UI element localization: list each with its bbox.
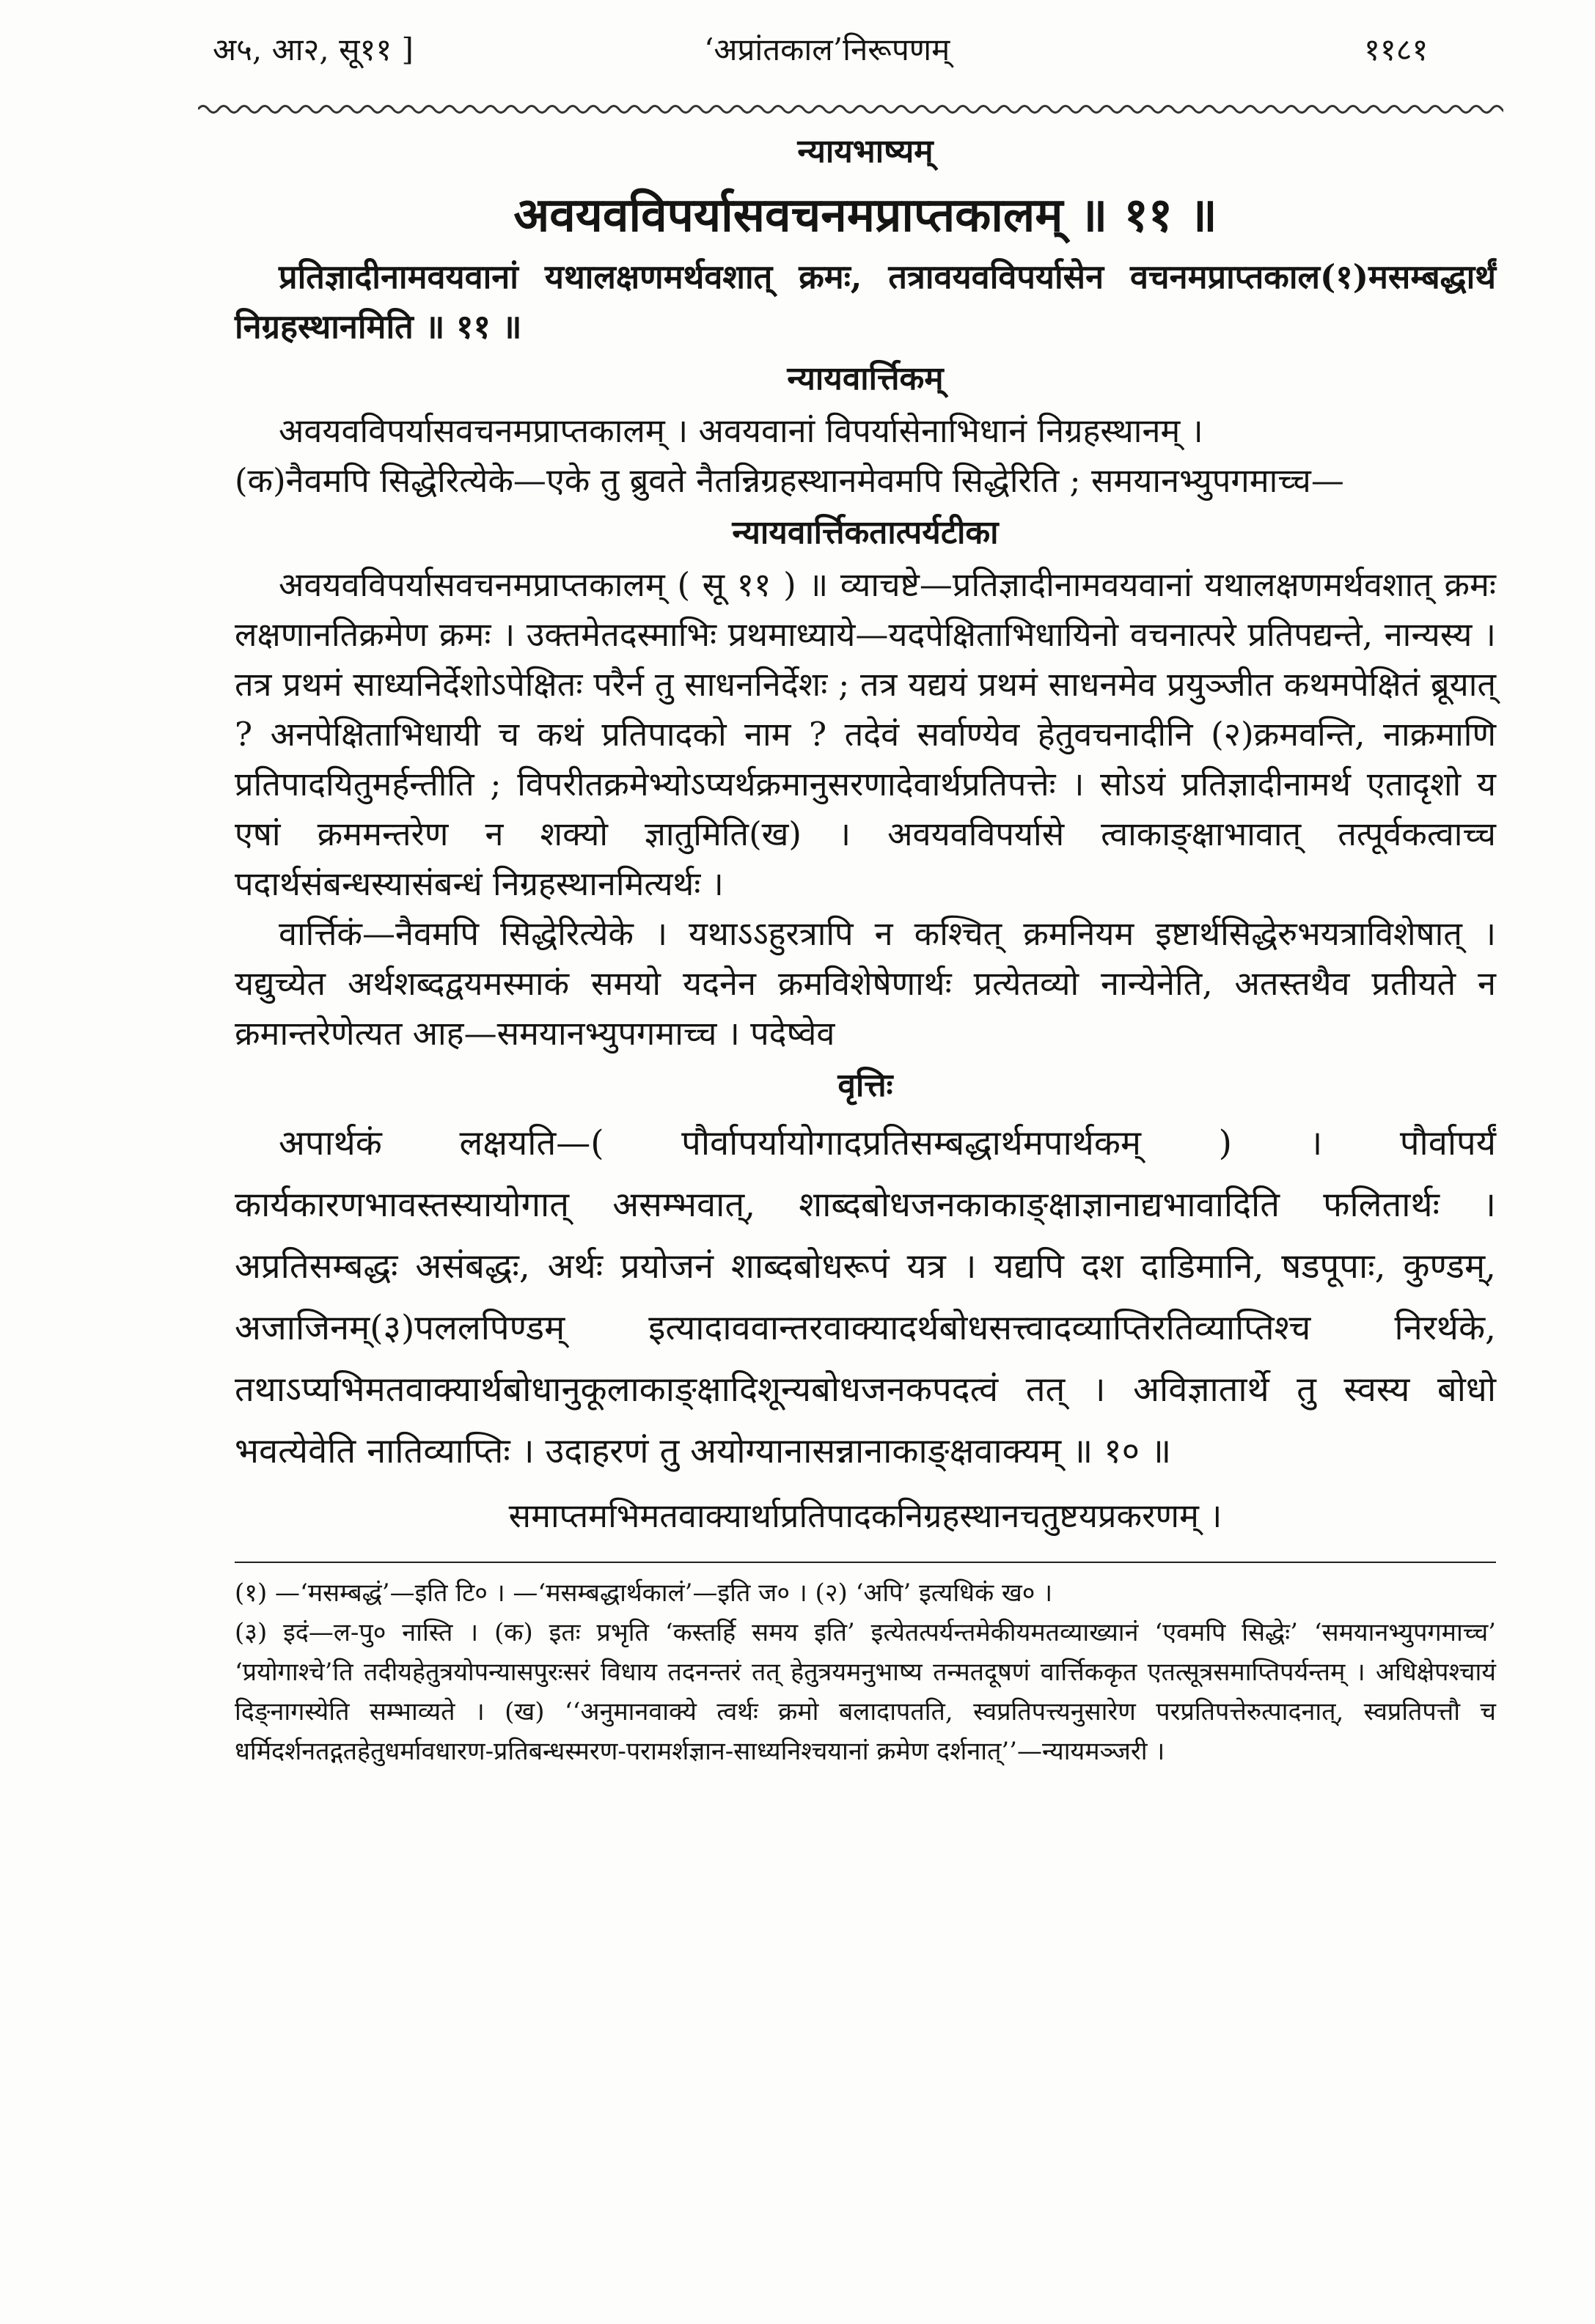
vartika-paragraph: अवयवविपर्यासवचनमप्राप्तकालम् । अवयवानां विपर्यासेनाभिधानं निग्रहस्थानम् । [279,411,1203,450]
section-heading-bhashya: न्यायभाष्यम् [797,133,934,170]
footnote: (३) इदं—ल-पु० नास्ति । (क) इतः प्रभृति ‘कस्तर्हि समय इति’ इत्येतत्पर्यन्तमेकीयमतव्याख्यानं ‘एवमपि सिद्धेः’ ‘समयानभ्युपगमाच्च’ ‘प्रयोगाश्चे’ति तदीयहेतुत्रयोपन्यासपुरःसरं विधाय तदनन्तरं तत् हेतुत्रयमनुभाष्य तन्मतदूषणं वार्त्तिककृत एतत्सूत्रसमाप्तिपर्यन्तम् । अधिक्षेपश्चायं दिङ्नागस्येति सम्भाव्यते । (ख) ‘‘अनुमानवाक्ये त्वर्थः क्रमो बलादापतति, स्वप्रतिपत्त्यनुसारेण परप्रतिपत्तेरुत्पादनात्, स्वप्रतिपत्तौ च धर्मिदर्शनतद्गतहेतुधर्मावधारण-प्रतिबन्धस्मरण-परामर्शज्ञान-साध्यनिश्चयानां क्रमेण दर्शनात्’’—न्यायमञ्जरी । [235,1618,1496,1766]
section-heading-vritti: वृत्तिः [837,1067,893,1104]
section-heading-tika: न्यायवार्त्तिकतात्पर्यटीका [732,514,999,551]
running-header-reference: अ५, आ२, सू११ ] [213,32,414,67]
bhashya-paragraph: प्रतिज्ञादीनामवयवानां यथालक्षणमर्थवशात् क्रमः, तत्रावयवविपर्यासेन वचनमप्राप्तकाल(१)मसम्बद्धार्थं निग्रहस्थानमिति ॥ ११ ॥ [235,257,1496,346]
section-conclusion: समाप्तमभिमतवाक्यार्थाप्रतिपादकनिग्रहस्थानचतुष्टयप्रकरणम् । [508,1496,1222,1535]
page-body [235,125,1496,1771]
tika-paragraph: अवयवविपर्यासवचनमप्राप्तकालम् ( सू ११ ) ॥ व्याचष्टे—प्रतिज्ञादीनामवयवानां यथालक्षणमर्थवशात् क्रमः लक्षणानतिक्रमेण क्रमः । उक्तमेतदस्माभिः प्रथमाध्याये—यदपेक्षिताभिधायिनो वचनात्परे प्रतिपद्यन्ते, नान्यस्य । तत्र प्रथमं साध्यनिर्देशोऽपेक्षितः परैर्न तु साधननिर्देशः ; तत्र यद्ययं प्रथमं साधनमेव प्रयुञ्जीत कथमपेक्षितं ब्रूयात् ? अनपेक्षिताभिधायी च कथं प्रतिपादको नाम ? तदेवं सर्वाण्येव हेतुवचनादीनि (२)क्रमवन्ति, नाक्रमाणि प्रतिपादयितुमर्हन्तीति ; विपरीतक्रमेभ्योऽप्यर्थक्रमानुसरणादेवार्थप्रतिपत्तेः । सोऽयं प्रतिज्ञादीनामर्थ एतादृशो य एषां क्रममन्तरेण न शक्यो ज्ञातुमिति(ख) । अवयवविपर्यासे त्वाकाङ्क्षाभावात् तत्पूर्वकत्वाच्च पदार्थसंबन्धस्यासंबन्धं निग्रहस्थानमित्यर्थः । [235,565,1496,903]
running-header-title: ‘अप्रांतकाल’निरूपणम् [704,32,950,67]
section-heading-vartika: न्यायवार्त्तिकम् [787,360,944,397]
vartika-paragraph: (क)नैवमपि सिद्धेरित्येके—एके तु ब्रुवते नैतन्निग्रहस्थानमेवमपि सिद्धेरिति ; समयानभ्युपगमाच्च— [235,461,1344,500]
wavy-rule [198,101,1503,117]
page-number: ११८१ [1364,32,1429,67]
footnote-divider [235,1562,1496,1563]
footnote: (१) —‘मसम्बद्धं’—इति टि० । —‘मसम्बद्धार्थकालं’—इति ज० । (२) ‘अपि’ इत्यधिकं ख० । [235,1578,1053,1608]
sutra-text: अवयवविपर्यासवचनमप्राप्तकालम् ॥ ११ ॥ [513,188,1217,243]
tika-paragraph: वार्त्तिकं—नैवमपि सिद्धेरित्येके । यथाऽऽहुरत्रापि न कश्चित् क्रमनियम इष्टार्थसिद्धेरुभयत्राविशेषात् । यद्युच्येत अर्थशब्दद्वयमस्माकं समयो यदनेन क्रमविशेषेणार्थः प्रत्येतव्यो नान्येनेति, अतस्तथैव प्रतीयते न क्रमान्तरेणेत्यत आह—समयानभ्युपगमाच्च । पदेष्वेव [235,914,1496,1053]
vritti-paragraph: अपार्थकं लक्षयति—( पौर्वापर्यायोगादप्रतिसम्बद्धार्थमपार्थकम् ) । पौर्वापर्यं कार्यकारणभावस्तस्यायोगात् असम्भवात्, शाब्दबोधजनकाकाङ्क्षाज्ञानाद्यभावादिति फलितार्थः । अप्रतिसम्बद्धः असंबद्धः, अर्थः प्रयोजनं शाब्दबोधरूपं यत्र । यद्यपि दश दाडिमानि, षडपूपाः, कुण्डम्, अजाजिनम्(३)पललपिण्डम् इत्यादाववान्तरवाक्यादर्थबोधसत्त्वादव्याप्तिरतिव्याप्तिश्च निरर्थके, तथाऽप्यभिमतवाक्यार्थबोधानुकूलाकाङ्क्षादिशून्यबोधजनकपदत्वं तत् । अविज्ञातार्थे तु स्वस्य बोधो भवत्येवेति नातिव्याप्तिः । उदाहरणं तु अयोग्यानासन्नानाकाङ्क्षवाक्यम् ॥ १० ॥ [235,1123,1496,1471]
